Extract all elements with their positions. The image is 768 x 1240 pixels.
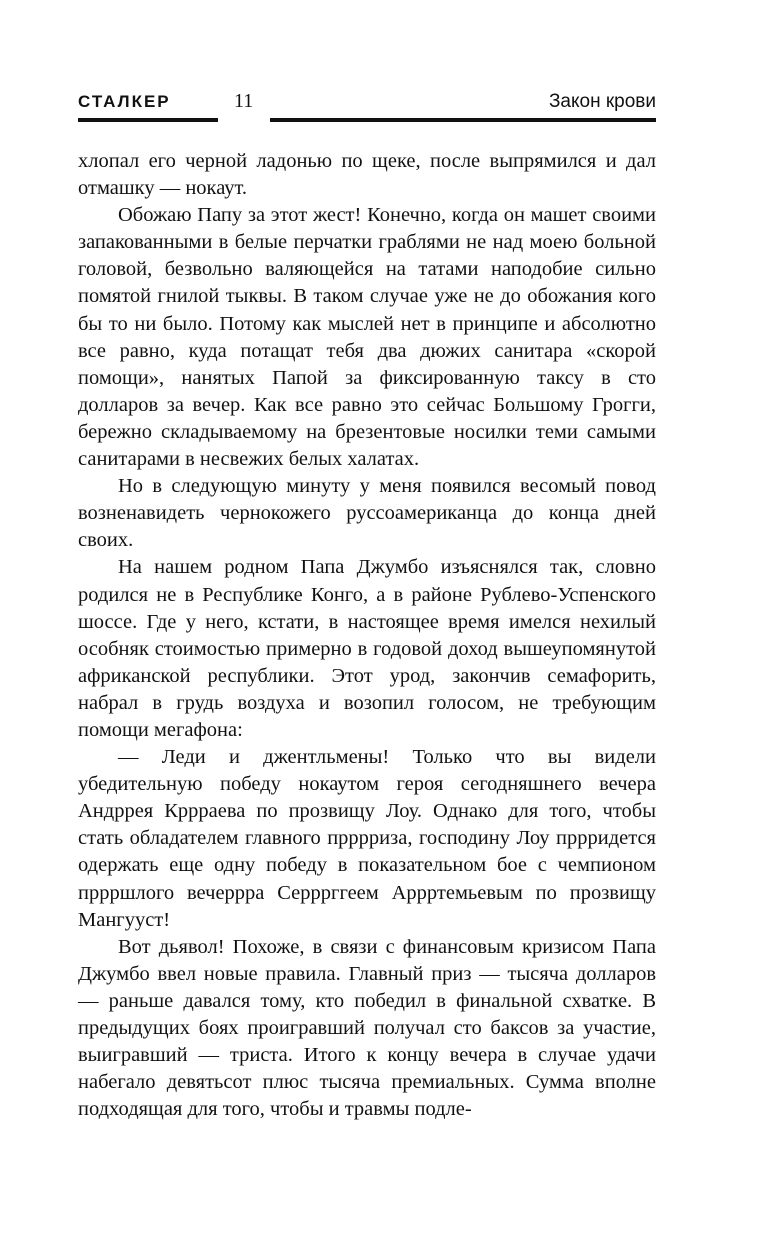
page-number: 11 <box>234 90 254 112</box>
paragraph: На нашем родном Папа Джумбо изъяснялся так, словно родился не в Республике Конго, а в районе Рублево-Успенского шоссе. Где у него, кстати, в настоящее время имелся нехилый особняк стоимостью примерно в годовой доход вышеупомянутой африканской республики. Этот урод, закончив семафорить, набрал в грудь воздуха и возопил голосом, не требующим помощи мегафона: <box>78 556 656 741</box>
running-header <box>78 88 656 122</box>
header-rule-left <box>78 118 218 122</box>
paragraph: — Леди и джентльмены! Только что вы видели убедительную победу нокаутом героя сегодняшнего вечера Андррея Кррраева по прозвищу Лоу. Однако для того, чтобы стать обладателем главного прррриза, господину Лоу пррридется одержать еще одну победу в показательном бое с чемпионом пррршлого вечеррра Серррггеем Аррртемьевым по прозвищу Мангууст! <box>78 746 656 931</box>
series-name: СТАЛКЕР <box>78 92 171 111</box>
page-body <box>78 148 656 1123</box>
paragraph: хлопал его черной ладонью по щеке, после выпрямился и дал отмашку — нокаут. <box>78 150 656 200</box>
paragraph: Обожаю Папу за этот жест! Конечно, когда он машет своими запакованными в белые перчатки граблями не над моею больной головой, безвольно валяющейся на татами наподобие сильно помятой гнилой тыквы. В таком случае уже не до обожания кого бы то ни было. Потому как мыслей нет в принципе и абсолютно все равно, куда потащат тебя два дюжих санитара «скорой помощи», нанятых Папой за фиксированную таксу в сто долларов за вечер. Как все равно это сейчас Большому Грогги, бережно складываемому на брезентовые носилки теми самыми санитарами в несвежих белых халатах. <box>78 204 656 471</box>
paragraph: Но в следующую минуту у меня появился весомый повод возненавидеть чернокожего руссоамериканца до конца дней своих. <box>78 475 656 552</box>
header-rule-right <box>270 118 656 122</box>
book-title: Закон крови <box>548 91 656 112</box>
paragraph: Вот дьявол! Похоже, в связи с финансовым кризисом Папа Джумбо ввел новые правила. Главный приз — тысяча долларов — раньше давался тому, кто победил в финальной схватке. В предыдущих боях проигравший получал сто баксов за участие, выигравший — триста. Итого к концу вечера в случае удачи набегало девятьсот плюс тысяча премиальных. Сумма вполне подходящая для того, чтобы и травмы подле- <box>78 935 656 1121</box>
